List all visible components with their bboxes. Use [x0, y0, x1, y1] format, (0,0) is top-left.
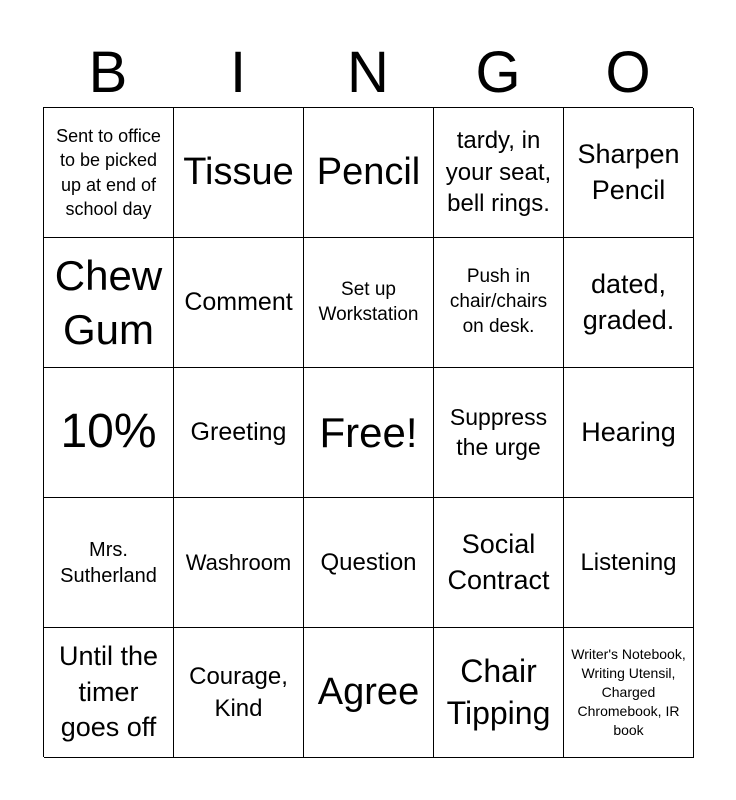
bingo-cell free-space[interactable] [304, 368, 434, 498]
cell-text: tardy, in your seat, bell rings. [445, 126, 552, 218]
bingo-cell[interactable] [564, 368, 694, 498]
bingo-cell[interactable] [174, 628, 304, 758]
bingo-grid [43, 107, 693, 757]
header-letter-i: I [229, 40, 247, 105]
cell-text: Free! [319, 408, 418, 456]
bingo-cell[interactable] [44, 368, 174, 498]
cell-text: Writer's Notebook, Writing Utensil, Charged Chromebook, IR book [571, 646, 686, 738]
cell-text: dated, graded. [582, 268, 675, 335]
cell-text: Suppress the urge [449, 403, 548, 460]
bingo-cell[interactable] [304, 108, 434, 238]
cell-text: Hearing [581, 416, 676, 447]
cell-text: Courage, Kind [189, 662, 288, 722]
header-letter-b: B [88, 40, 128, 105]
cell-text: Sharpen Pencil [577, 138, 680, 205]
bingo-cell[interactable] [434, 628, 564, 758]
bingo-cell[interactable] [174, 368, 304, 498]
bingo-cell[interactable] [44, 498, 174, 628]
bingo-cell[interactable] [434, 108, 564, 238]
bingo-cell[interactable] [564, 498, 694, 628]
cell-text: Greeting [190, 418, 287, 447]
bingo-cell[interactable] [304, 238, 434, 368]
cell-text: Until the timer goes off [58, 641, 159, 743]
header-letter-n: N [347, 40, 389, 105]
cell-text: Agree [317, 670, 420, 713]
bingo-cell[interactable] [174, 238, 304, 368]
bingo-cell[interactable] [44, 238, 174, 368]
cell-text: Listening [580, 548, 677, 576]
cell-text: Set up Workstation [318, 278, 419, 325]
bingo-cell[interactable] [174, 498, 304, 628]
bingo-cell[interactable] [174, 108, 304, 238]
cell-text: Mrs. Sutherland [60, 538, 157, 587]
bingo-header [43, 38, 693, 108]
cell-text: Tissue [183, 150, 294, 193]
cell-text: Social Contract [447, 528, 550, 595]
cell-text: Washroom [185, 549, 292, 575]
bingo-cell[interactable] [564, 628, 694, 758]
cell-text: Chair Tipping [446, 652, 551, 731]
bingo-cell[interactable] [304, 498, 434, 628]
cell-text: 10% [60, 405, 157, 459]
bingo-cell[interactable] [44, 628, 174, 758]
bingo-cell[interactable] [564, 238, 694, 368]
cell-text: Question [320, 548, 417, 576]
cell-text: Push in chair/chairs on desk. [449, 266, 548, 337]
cell-text: Sent to office to be picked up at end of school day [56, 125, 161, 219]
cell-text: Comment [184, 288, 293, 317]
bingo-cell[interactable] [434, 498, 564, 628]
header-letter-g: G [475, 40, 521, 105]
bingo-cell[interactable] [304, 628, 434, 758]
bingo-cell[interactable] [44, 108, 174, 238]
bingo-cell[interactable] [434, 238, 564, 368]
header-letter-o: O [605, 40, 651, 105]
cell-text: Chew Gum [54, 251, 163, 353]
bingo-cell[interactable] [434, 368, 564, 498]
cell-text: Pencil [316, 150, 421, 193]
bingo-cell[interactable] [564, 108, 694, 238]
